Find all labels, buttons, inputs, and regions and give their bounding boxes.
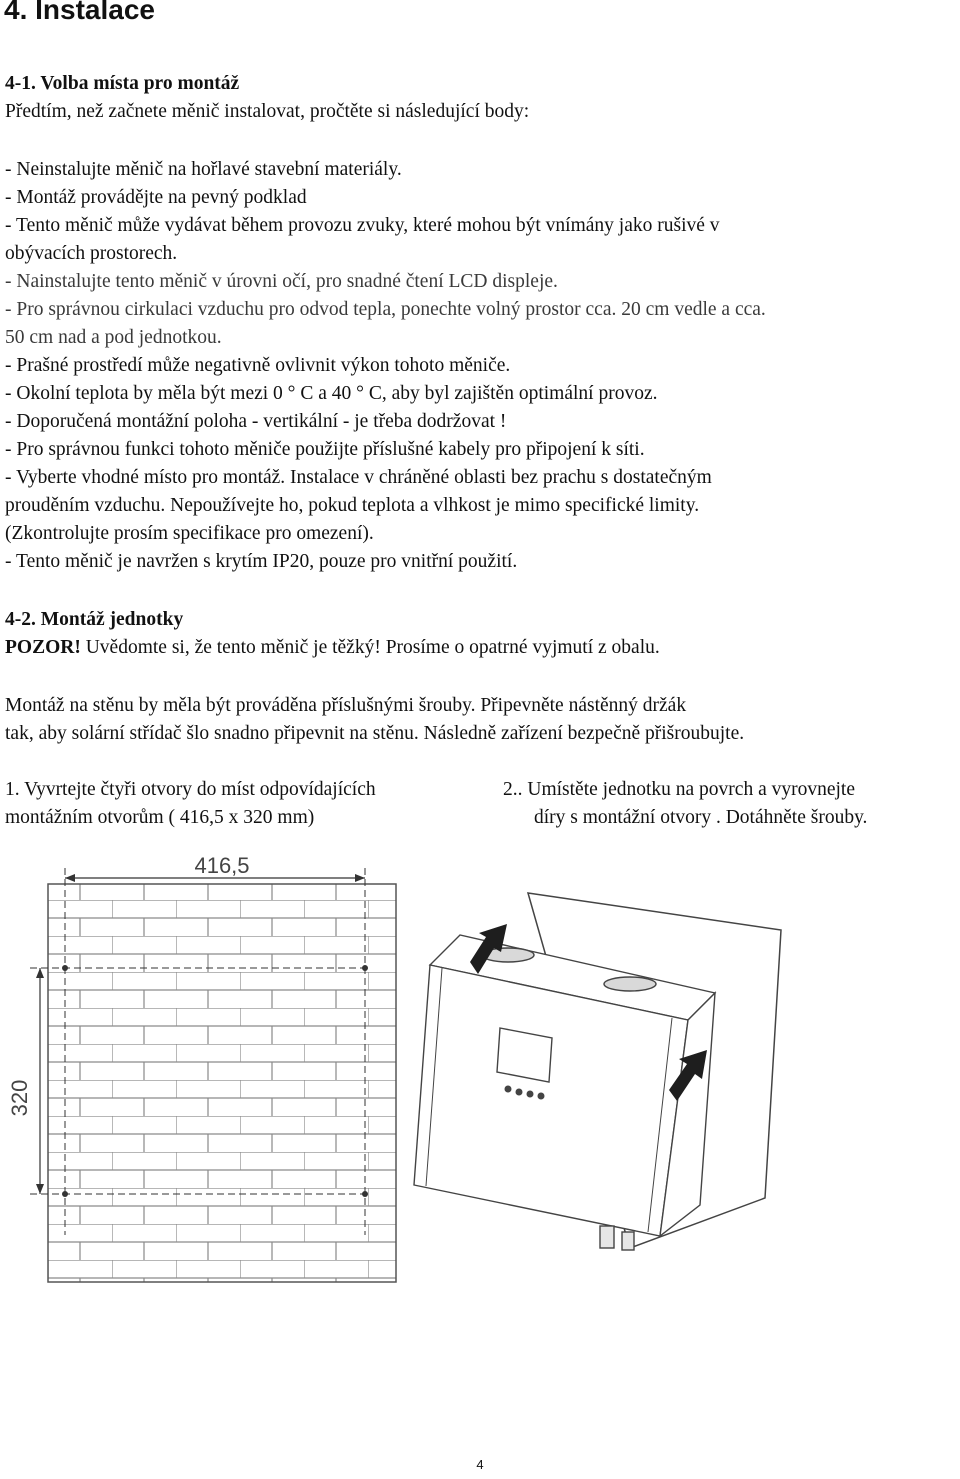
section-1-intro: Předtím, než začnete měnič instalovat, pročtěte si následující body: [5,101,530,122]
section-1-title: 4-1. Volba místa pro montáž [5,73,240,94]
list-item: - Okolní teplota by měla být mezi 0 ° C a 40 ° C, aby byl zajištěn optimální provoz. [5,383,658,404]
list-item: - Tento měnič je navržen s krytím IP20, pouze pro vnitřní použití. [5,551,518,572]
step-1-line: 1. Vyvrtejte čtyři otvory do míst odpovídajících [5,779,376,800]
warning-line [5,636,660,660]
list-item: - Doporučená montážní poloha - vertikální - je třeba dodržovat ! [5,411,507,432]
list-item: - Neinstalujte měnič na hořlavé stavební materiály. [5,159,402,180]
list-item: - Pro správnou funkci tohoto měniče použijte příslušné kabely pro připojení k síti. [5,439,645,460]
section-2-title: 4-2. Montáž jednotky [5,609,184,630]
warning-label: POZOR! [5,637,81,658]
mounting-paragraph-line: Montáž na stěnu by měla být prováděna příslušnými šrouby. Připevněte nástěnný držák [5,695,687,716]
step-1-line: montážním otvorům ( 416,5 x 320 mm) [5,807,315,828]
chapter-heading: 4. Instalace [4,0,155,25]
list-item: (Zkontrolujte prosím specifikace pro omezení). [5,523,374,544]
list-item: obývacích prostorech. [5,243,178,264]
list-item: - Montáž provádějte na pevný podklad [5,187,307,208]
mounting-paragraph-line: tak, aby solární střídač šlo snadno připevnit na stěnu. Následně zařízení bezpečně přišroubujte. [5,723,745,744]
list-item: prouděním vzduchu. Nepoužívejte ho, pokud teplota a vlhkost je mimo specifické limity. [5,495,700,516]
height-label: 320 [7,1079,32,1117]
list-item: - Vyberte vhodné místo pro montáž. Instalace v chráněné oblasti bez prachu s dostatečným [5,467,712,488]
step-2-line: díry s montážní otvory . Dotáhněte šrouby. [534,807,868,828]
brick-wall [48,884,396,1282]
page-number: 4 [476,1457,484,1472]
inverter-unit [414,935,715,1250]
step-2-line: 2.. Umístěte jednotku na povrch a vyrovnejte [503,779,855,800]
mounting-figure [0,840,960,1300]
warning-text: Uvědomte si, že tento měnič je těžký! Prosíme o opatrné vyjmutí z obalu. [80,637,660,658]
list-item: - Pro správnou cirkulaci vzduchu pro odvod tepla, ponechte volný prostor cca. 20 cm vedle a cca. [5,299,766,320]
list-item: - Prašné prostředí může negativně ovlivnit výkon tohoto měniče. [5,355,511,376]
list-item: 50 cm nad a pod jednotkou. [5,327,222,348]
list-item: - Nainstalujte tento měnič v úrovni očí, pro snadné čtení LCD displeje. [5,271,558,292]
width-label: 416,5 [194,853,250,878]
list-item: - Tento měnič může vydávat během provozu zvuky, které mohou být vnímány jako rušivé v [5,215,720,236]
